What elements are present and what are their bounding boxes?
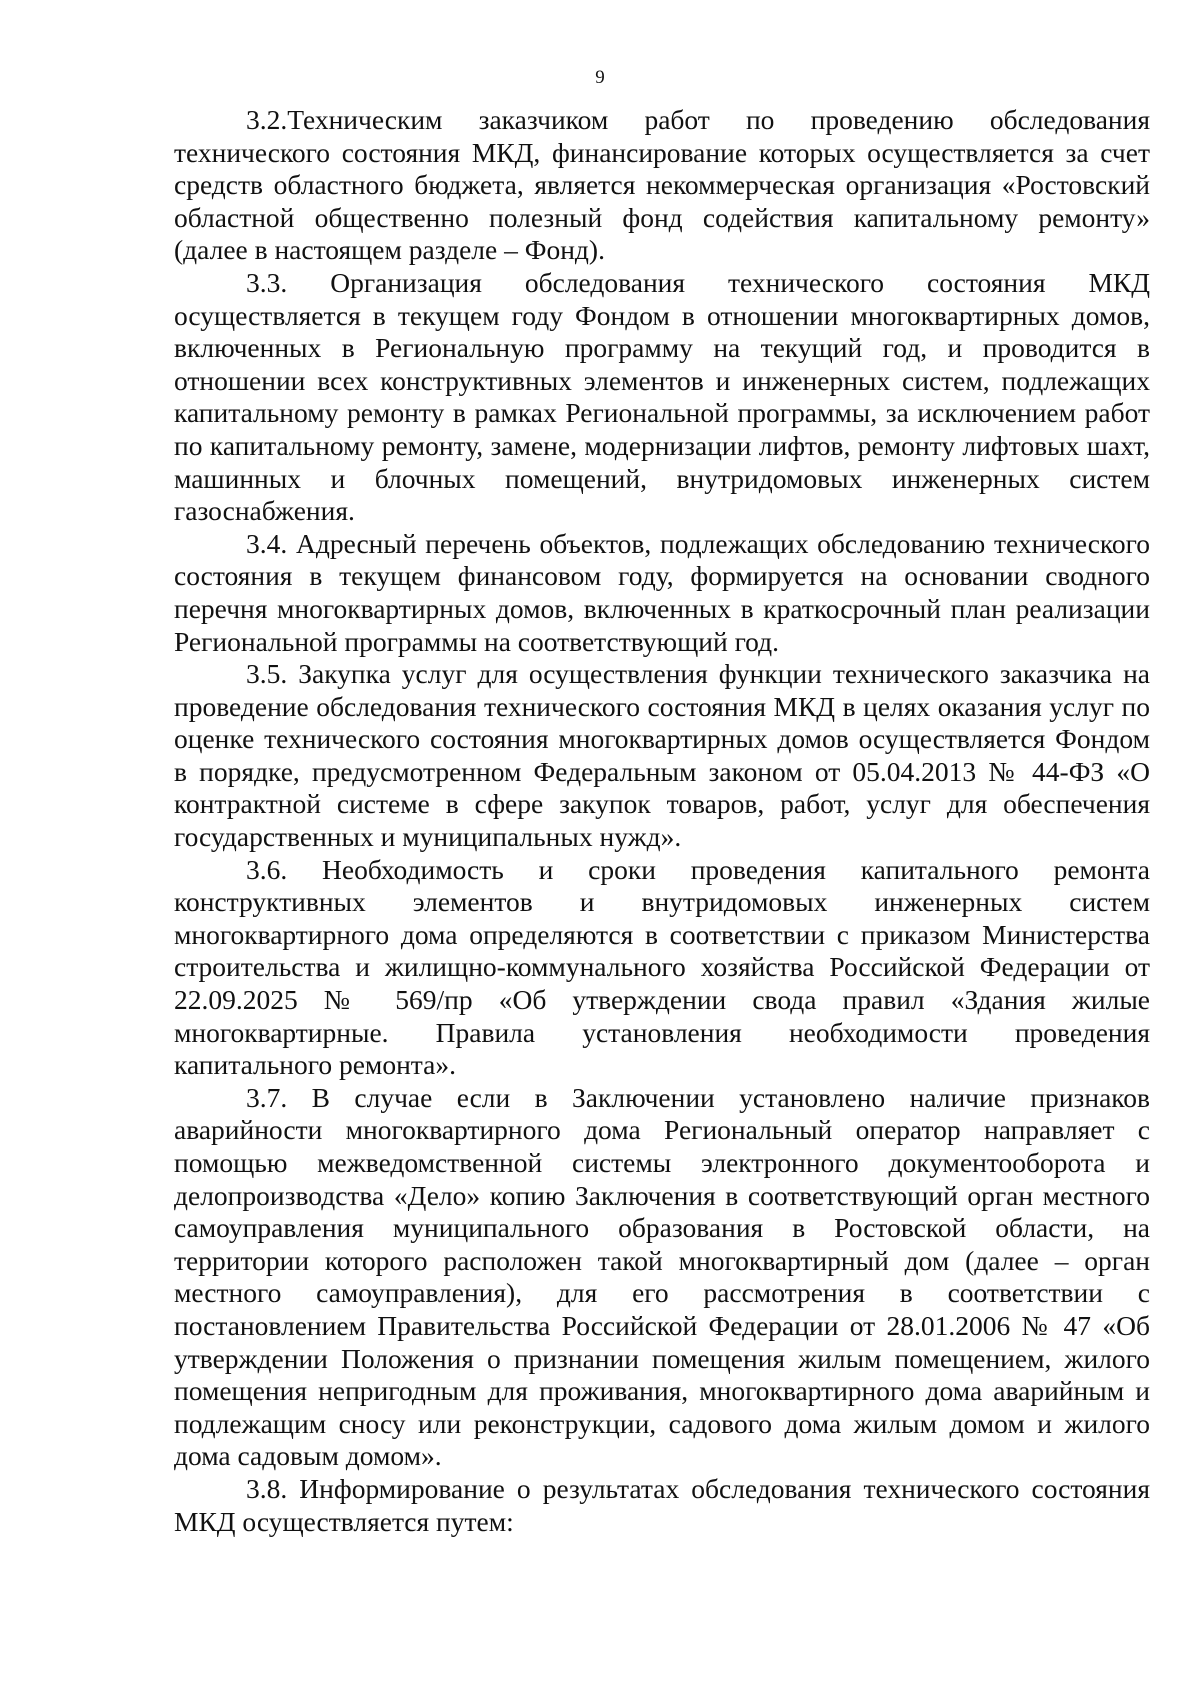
paragraph-3-5: 3.5. Закупка услуг для осуществления функции технического заказчика на проведение обследования технического состояния МКД в целях оказания услуг по оценке технического состояния многоквартирных домов осуществляется Фондом в порядке, предусмотренном Федеральным законом от 05.04.2013 № 44-ФЗ «О контрактной системе в сфере закупок товаров, работ, услуг для обеспечения государственных и муниципальных нужд». (174, 658, 1150, 853)
document-body (174, 104, 1150, 1538)
paragraph-3-7: 3.7. В случае если в Заключении установлено наличие признаков аварийности многоквартирного дома Региональный оператор направляет с помощью межведомственной системы электронного документооборота и делопроизводства «Дело» копию Заключения в соответствующий орган местного самоуправления муниципального образования в Ростовской области, на территории которого расположен такой многоквартирный дом (далее – орган местного самоуправления), для его рассмотрения в соответствии с постановлением Правительства Российской Федерации от 28.01.2006 № 47 «Об утверждении Положения о признании помещения жилым помещением, жилого помещения непригодным для проживания, многоквартирного дома аварийным и подлежащим сносу или реконструкции, садового дома жилым домом и жилого дома садовым домом». (174, 1081, 1150, 1472)
paragraph-3-4: 3.4. Адресный перечень объектов, подлежащих обследованию технического состояния в текущем финансовом году, формируется на основании сводного перечня многоквартирных домов, включенных в краткосрочный план реализации Региональной программы на соответствующий год. (174, 527, 1150, 657)
paragraph-3-2: 3.2.Техническим заказчиком работ по проведению обследования технического состояния МКД, финансирование которых осуществляется за счет средств областного бюджета, является некоммерческая организация «Ростовский областной общественно полезный фонд содействия капитальному ремонту» (далее в настоящем разделе – Фонд). (174, 104, 1150, 266)
paragraph-3-6: 3.6. Необходимость и сроки проведения капитального ремонта конструктивных элементов и внутридомовых инженерных систем многоквартирного дома определяются в соответствии с приказом Министерства строительства и жилищно-коммунального хозяйства Российской Федерации от 22.09.2025 № 569/пр «Об утверждении свода правил «Здания жилые многоквартирные. Правила установления необходимости проведения капитального ремонта». (174, 853, 1150, 1081)
paragraph-3-3: 3.3. Организация обследования технического состояния МКД осуществляется в текущем году Фондом в отношении многоквартирных домов, включенных в Региональную программу на текущий год, и проводится в отношении всех конструктивных элементов и инженерных систем, подлежащих капитальному ремонту в рамках Региональной программы, за исключением работ по капитальному ремонту, замене, модернизации лифтов, ремонту лифтовых шахт, машинных и блочных помещений, внутридомовых инженерных систем газоснабжения. (174, 266, 1150, 527)
page-number: 9 (595, 67, 605, 88)
paragraph-3-8: 3.8. Информирование о результатах обследования технического состояния МКД осуществляется путем: (174, 1472, 1150, 1537)
